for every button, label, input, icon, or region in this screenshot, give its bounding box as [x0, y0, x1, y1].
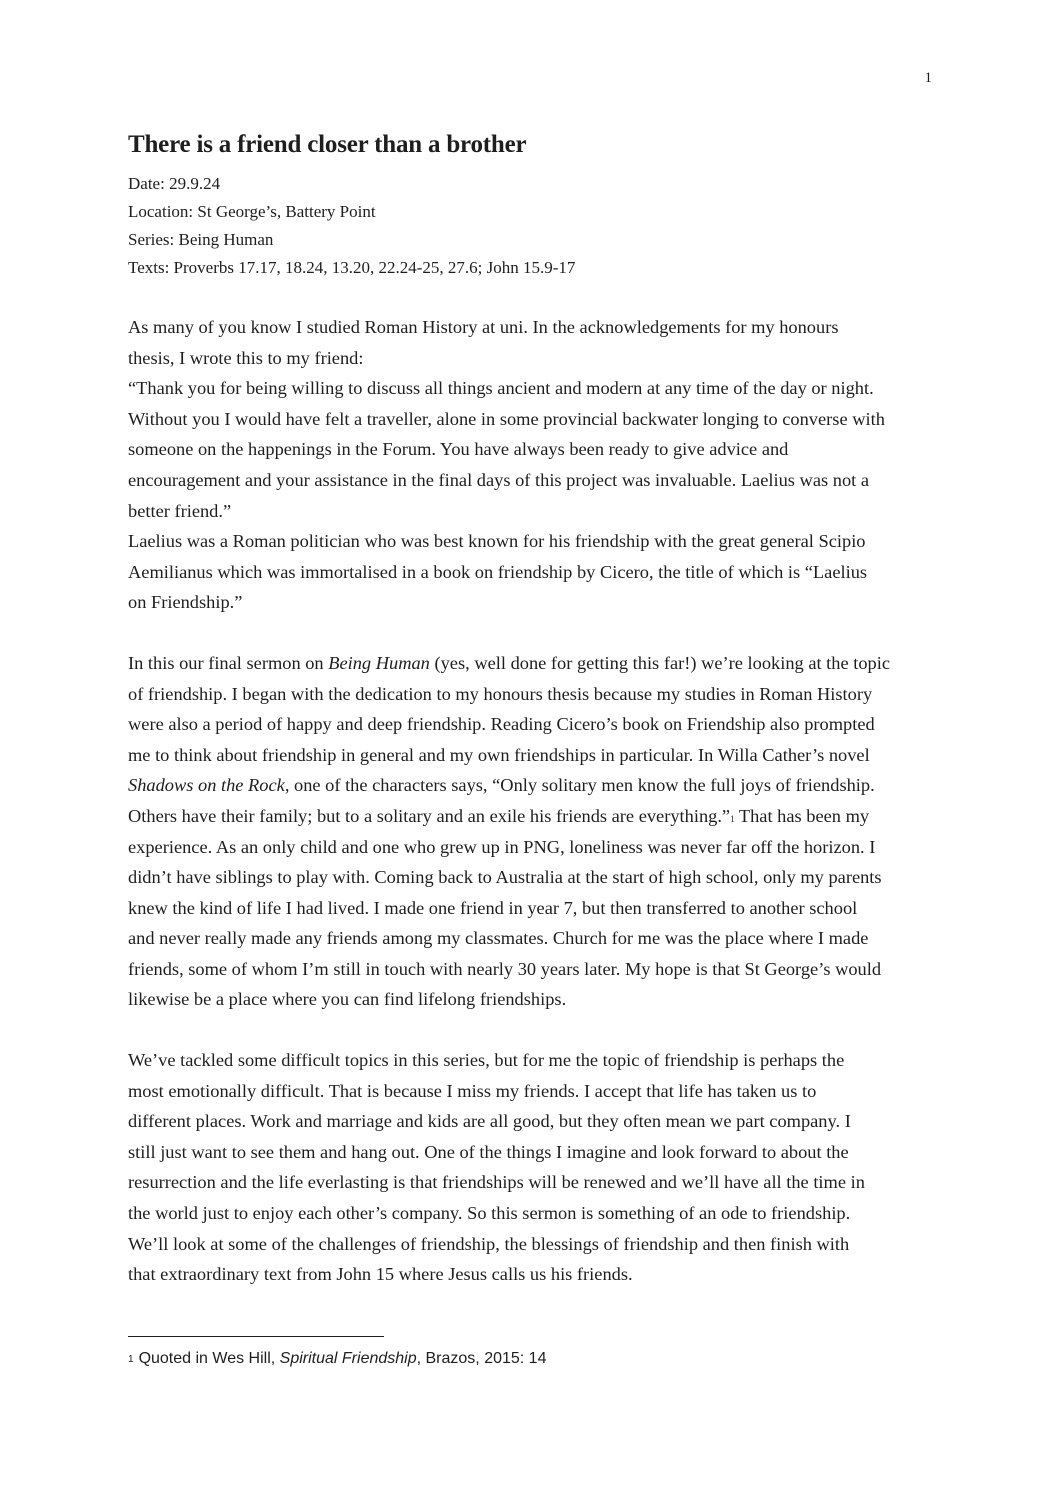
- book-title-italic: Shadows on the Rock: [128, 775, 285, 796]
- text-line: still just want to see them and hang out. One of the things I imagine and look forward to about the: [128, 1141, 849, 1162]
- paragraph-1: [128, 312, 936, 618]
- text-line: thesis, I wrote this to my friend:: [128, 347, 364, 368]
- text-line: different places. Work and marriage and kids are all good, but they often mean we part company. I: [128, 1111, 851, 1132]
- text-line: didn’t have siblings to play with. Coming back to Australia at the start of high school, only my parents: [128, 867, 882, 888]
- text-line: friends, some of whom I’m still in touch with nearly 30 years later. My hope is that St George’s would: [128, 958, 882, 979]
- text-run: (yes, well done for getting this far!) we’re looking at the topic: [429, 652, 891, 673]
- footnote-book-title: Spiritual Friendship: [279, 1350, 417, 1367]
- series-title-italic: Being Human: [328, 652, 430, 673]
- meta-date: Date: 29.9.24: [128, 174, 221, 193]
- text-line: someone on the happenings in the Forum. You have always been ready to give advice and: [128, 439, 789, 460]
- text-line: [128, 648, 936, 679]
- footnote-separator: [128, 1336, 384, 1337]
- text-line: resurrection and the life everlasting is that friendships will be renewed and we’ll have all the time in: [128, 1172, 865, 1193]
- text-line: of friendship. I began with the dedication to my honours thesis because my studies in Roman History: [128, 683, 873, 704]
- text-line: most emotionally difficult. That is because I miss my friends. I accept that life has taken us to: [128, 1080, 817, 1101]
- text-run: In this our final sermon on: [128, 652, 329, 673]
- page-number: 1: [924, 70, 932, 86]
- sermon-metadata: [128, 170, 936, 282]
- text-run: That has been my: [734, 805, 870, 826]
- text-line: As many of you know I studied Roman History at uni. In the acknowledgements for my honours: [128, 317, 839, 337]
- meta-series: Series: Being Human: [128, 230, 274, 249]
- text-line: better friend.”: [128, 500, 232, 521]
- text-line: experience. As an only child and one who grew up in PNG, loneliness was never far off the horizon. I: [128, 836, 876, 857]
- text-line: [128, 770, 936, 801]
- text-line: Aemilianus which was immortalised in a book on friendship by Cicero, the title of which is “Laelius: [128, 561, 868, 582]
- text-line: on Friendship.”: [128, 592, 243, 613]
- text-line: the world just to enjoy each other’s company. So this sermon is something of an ode to friendship.: [128, 1203, 851, 1224]
- text-line: and never really made any friends among my classmates. Church for me was the place where I made: [128, 928, 869, 949]
- footnote-text: Quoted in Wes Hill,: [138, 1350, 280, 1367]
- text-line: Without you I would have felt a traveller, alone in some provincial backwater longing to converse with: [128, 408, 885, 429]
- paragraph-3: [128, 1045, 936, 1290]
- text-line: me to think about friendship in general and my own friendships in particular. In Willa Cather’s novel: [128, 744, 870, 765]
- sermon-title: There is a friend closer than a brother: [128, 131, 527, 158]
- text-line: were also a period of happy and deep friendship. Reading Cicero’s book on Friendship also prompted: [128, 714, 875, 735]
- meta-texts: Texts: Proverbs 17.17, 18.24, 13.20, 22.24-25, 27.6; John 15.9-17: [128, 258, 576, 277]
- meta-location: Location: St George’s, Battery Point: [128, 202, 376, 221]
- footnote-text: , Brazos, 2015: 14: [416, 1350, 547, 1367]
- text-line: that extraordinary text from John 15 where Jesus calls us his friends.: [128, 1264, 633, 1285]
- footnote-marker: 1: [128, 1354, 134, 1365]
- text-line: [128, 801, 936, 832]
- text-line: We’ve tackled some difficult topics in this series, but for me the topic of friendship is perhaps the: [128, 1050, 845, 1071]
- text-line: likewise be a place where you can find lifelong friendships.: [128, 989, 567, 1010]
- document-body: [128, 128, 936, 1320]
- text-line: We’ll look at some of the challenges of friendship, the blessings of friendship and then finish with: [128, 1233, 850, 1254]
- footnote-reference[interactable]: 1: [730, 813, 735, 824]
- paragraph-2: [128, 648, 936, 1015]
- footnote: [128, 1348, 546, 1370]
- text-line: encouragement and your assistance in the final days of this project was invaluable. Laelius was not a: [128, 469, 870, 490]
- text-run: , one of the characters says, “Only solitary men know the full joys of friendship.: [284, 775, 875, 796]
- text-line: “Thank you for being willing to discuss all things ancient and modern at any time of the day or night.: [128, 378, 874, 399]
- text-line: Laelius was a Roman politician who was best known for his friendship with the great general Scipio: [128, 531, 866, 552]
- text-run: Others have their family; but to a solitary and an exile his friends are everything.”: [128, 805, 731, 826]
- text-line: knew the kind of life I had lived. I made one friend in year 7, but then transferred to another school: [128, 897, 858, 918]
